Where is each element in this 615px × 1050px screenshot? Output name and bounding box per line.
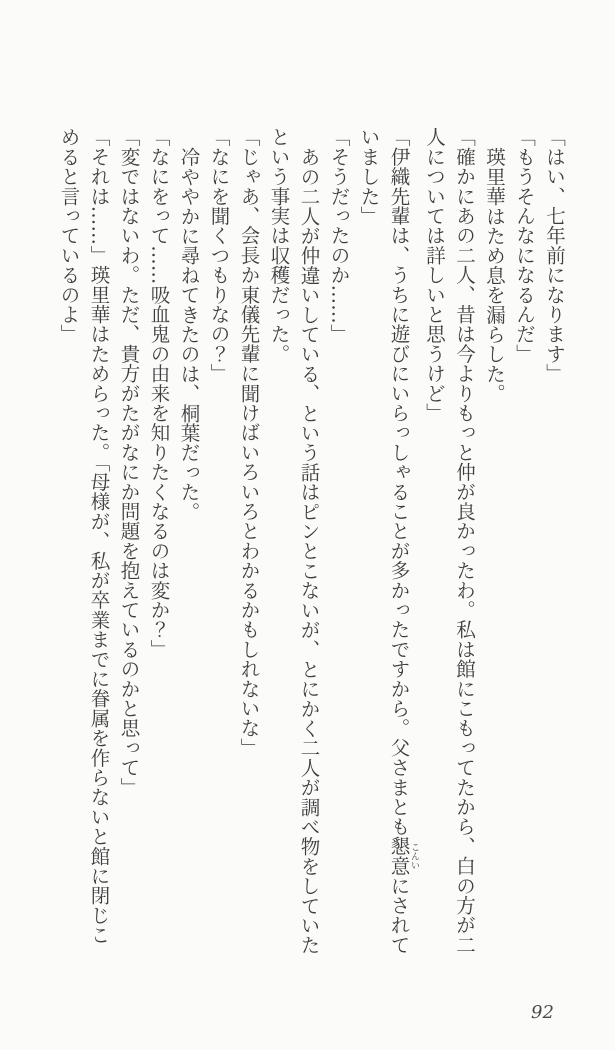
paragraph-3: 瑛里華はため息を漏らした。 xyxy=(483,146,506,403)
paragraph-5: 「伊織先輩は、うちに遊びにいらっしゃることが多かったですから。父さまとも懇意こんいにされていました」 xyxy=(357,127,419,955)
vertical-text-block xyxy=(54,127,570,959)
paragraph-1: 「はい、七年前になります」 xyxy=(543,127,566,384)
paragraph-11: 「なにをって……吸血鬼の由来を知りたくなるのは変か？」 xyxy=(147,127,171,659)
page-number: 92 xyxy=(531,1002,554,1023)
paragraph-4: 「確かにあの二人、昔は今よりもっと仲が良かったわ。私は館にこもってたから、白の方が二人については詳しいと思うけど」 xyxy=(423,127,476,955)
paragraph-13: 「それは……」瑛里華はためらった。「母様が、私が卒業までに眷属を作らないと館に閉じこめると言っているのよ」 xyxy=(57,127,111,945)
ruby-annotated-word: 懇意こんい xyxy=(387,836,419,876)
paragraph-9: 「なにを聞くつもりなの？」 xyxy=(207,127,231,384)
paragraph-7: あの二人が仲違いしている、という話はピンとこないが、とにかく二人が調べ物をしていたという事実は収穫だった。 xyxy=(267,127,321,955)
paragraph-8: 「じゃあ、会長か東儀先輩に聞けばいろいろとわかるかもしれないな」 xyxy=(237,127,261,758)
paragraph-6: 「そうだったのか……」 xyxy=(327,127,351,344)
paragraph-10: 冷ややかに尋ねてきたのは、桐葉だった。 xyxy=(177,146,201,521)
paragraph-12: 「変ではないわ。ただ、貴方がたがなにか問題を抱えているのかと思って」 xyxy=(117,127,141,797)
paragraph-2: 「もうそんなになるんだ」 xyxy=(513,127,536,364)
